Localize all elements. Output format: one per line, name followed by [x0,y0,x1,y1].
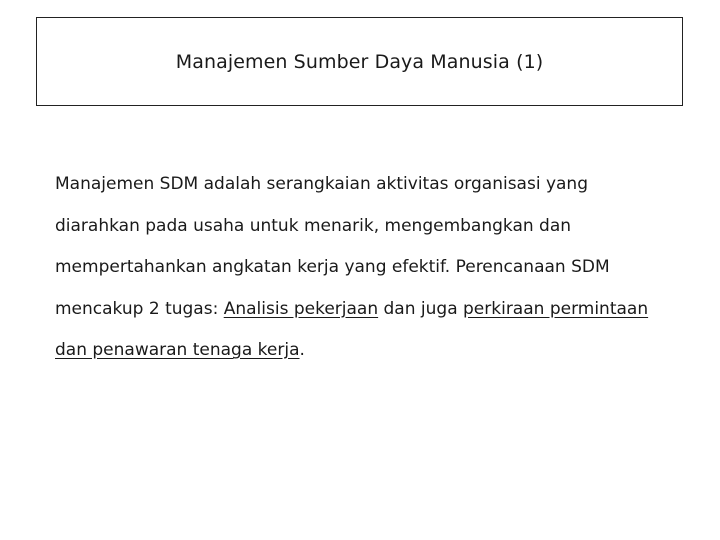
perkiraan-permintaan-term: perkiraan permintaan [463,298,649,319]
analisis-pekerjaan-term: Analisis pekerjaan [223,298,379,319]
body-line-5 [55,330,685,372]
slide-title: Manajemen Sumber Daya Manusia (1) [175,50,544,73]
body-line-3: mempertahankan angkatan kerja yang efektif. Perencanaan SDM [55,257,610,277]
body-line-4 [55,289,685,331]
penawaran-tenaga-kerja-term: dan penawaran tenaga kerja [55,340,300,360]
title-box [36,17,683,106]
body-line-2: diarahkan pada usaha untuk menarik, mengembangkan dan [55,215,572,236]
body-paragraph [55,164,685,372]
body-line-1: Manajemen SDM adalah serangkaian aktivitas organisasi yang [55,174,589,194]
body-line-4-prefix: mencakup 2 tugas: [55,298,224,319]
body-line-5-suffix: . [299,340,305,360]
body-line-4-middle: dan juga [378,298,464,319]
